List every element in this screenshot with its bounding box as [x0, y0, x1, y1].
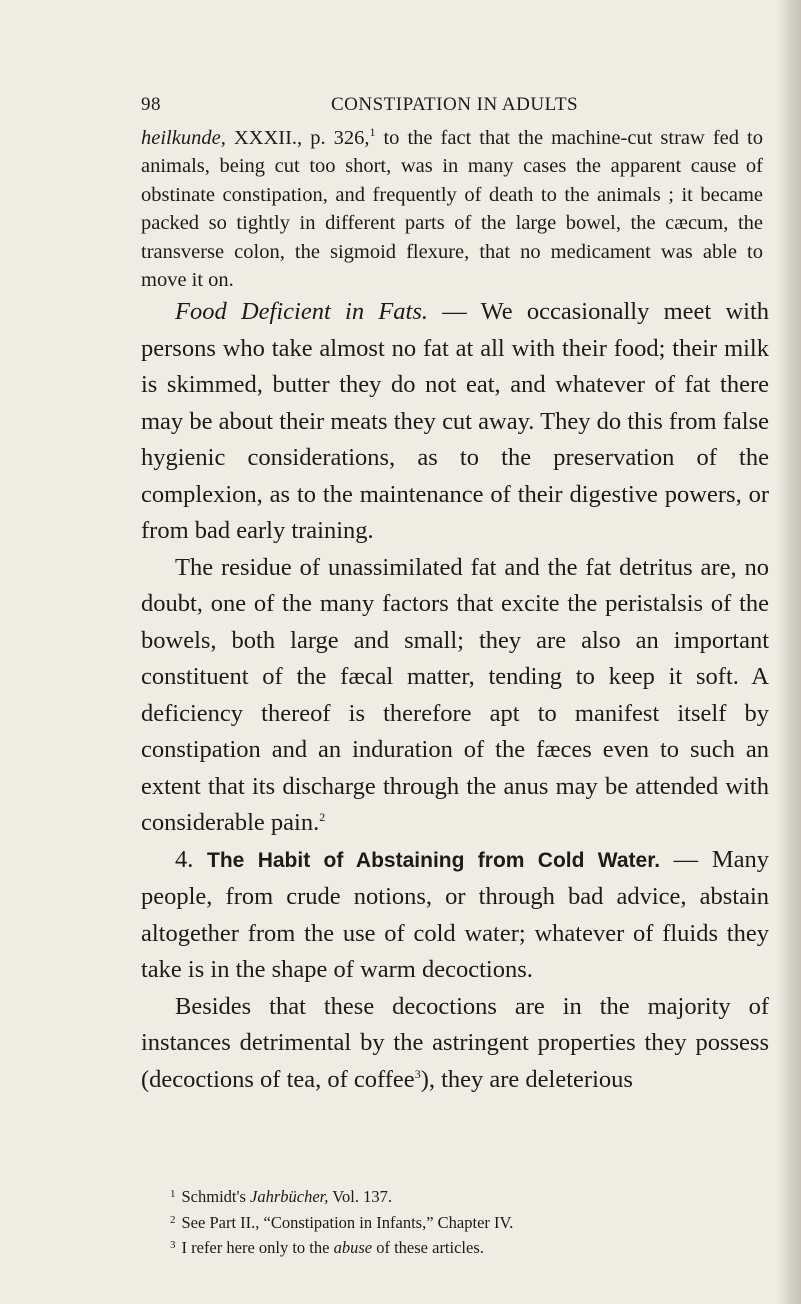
- page-header: [141, 94, 761, 122]
- section-heading: The Habit of Abstaining from Cold Water.: [207, 848, 661, 872]
- footnote-ref: 3: [414, 1066, 421, 1081]
- paragraph-decoctions: Besides that these decoctions are in the majority of instances detrimental by the astringent properties they possess (decoctions of tea, of coffee$^3$), they are deleterious: [141, 992, 769, 1093]
- section-heading: Food Deficient in Fats.: [175, 298, 429, 325]
- body-text: [141, 294, 769, 1098]
- italic-word: heilkunde,: [141, 127, 226, 149]
- section-number: 4.: [175, 845, 194, 873]
- footnote: $^2$ See Part II., “Constipation in Infants,” Chapter IV.: [170, 1212, 514, 1232]
- footnote: $^3$ I refer here only to the abuse of these articles.: [170, 1238, 484, 1257]
- paragraph-food-deficient-in-fats: Food Deficient in Fats. — We occasionally meet with persons who take almost no fat at all with their food; their milk is skimmed, butter they do not eat, and whatever of fat there may be about their meats they cut away. They do this from false hygienic considerations, as to the preservation of the complexion, as to the maintenance of their digestive powers, or from bad early training.: [141, 298, 770, 544]
- footnote: $^1$ Schmidt's Jahrbücher, Vol. 137.: [170, 1187, 392, 1206]
- page-edge-shadow: [777, 0, 801, 1304]
- paragraph-cold-water: 4. The Habit of Abstaining from Cold Water. — Many people, from crude notions, or through bad advice, abstain altogether from the use of cold water; whatever of fluids they take is in the shape of warm decoctions.: [141, 845, 769, 983]
- paragraph-fat-residue: The residue of unassimilated fat and the fat detritus are, no doubt, one of the many factors that excite the peristalsis of the bowels, both large and small; they are also an important constituent of the fæcal matter, tending to keep it soft. A deficiency thereof is therefore apt to manifest itself by constipation and an induration of the fæces even to such an extent that its discharge through the anus may be attended with considerable pain.$^2$: [141, 553, 769, 836]
- page-number: 98: [141, 94, 161, 115]
- footnote-ref: 1: [369, 125, 376, 140]
- footnote-ref: 2: [319, 809, 326, 824]
- footnotes: [170, 1183, 770, 1260]
- paragraph-continuation: heilkunde, XXXII., p. 326,$^1$ to the fact that the machine-cut straw fed to animals, being cut too short, was in many cases the apparent cause of obstinate constipation, and frequently of death to the animals ; it became packed so tightly in different parts of the large bowel, the cæcum, the transverse colon, the sigmoid flexure, that no medicament was able to move it on.: [141, 125, 763, 292]
- running-title: CONSTIPATION IN ADULTS: [331, 94, 579, 115]
